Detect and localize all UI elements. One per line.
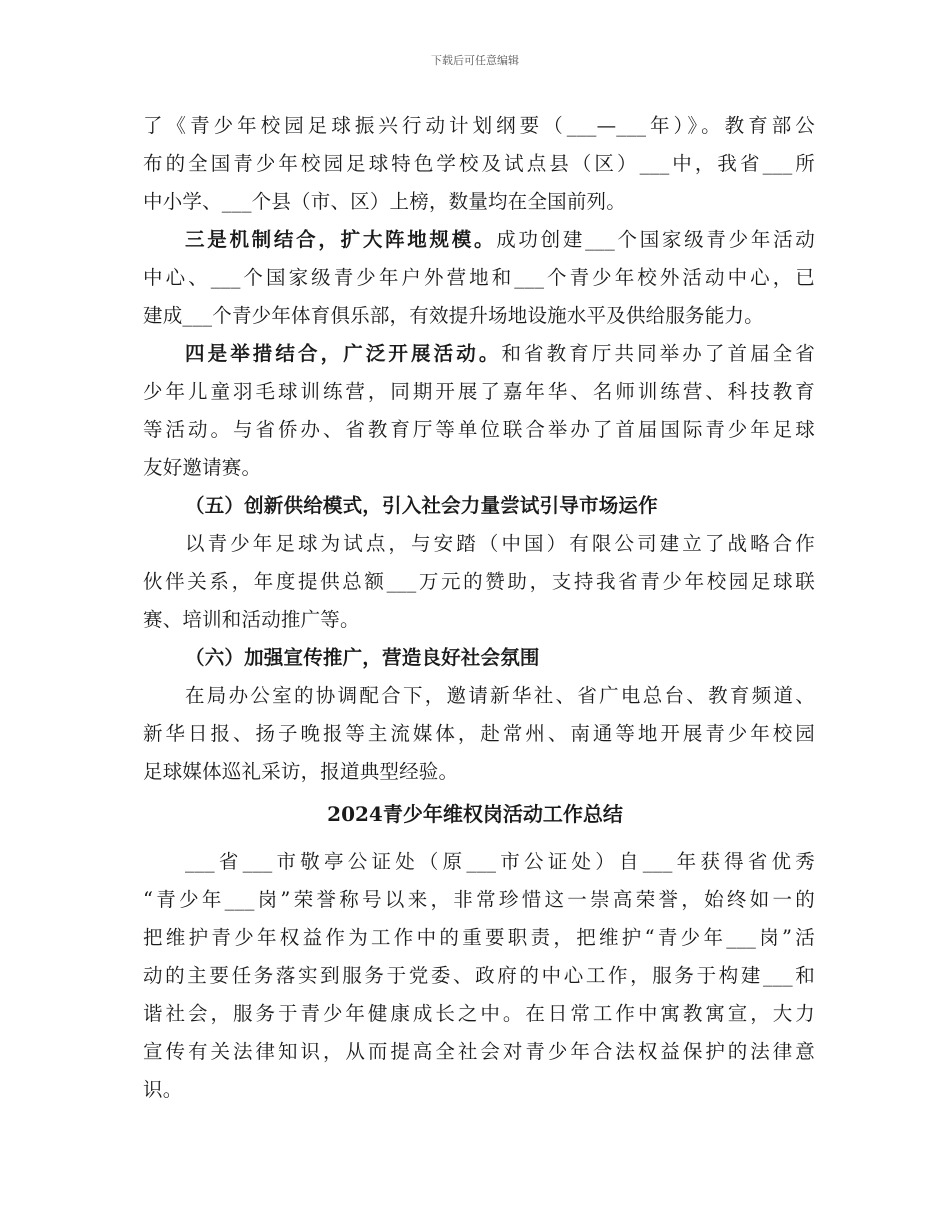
body-line: 建成___个青少年体育俱乐部，有效提升场地设施水平及供给服务能力。: [143, 304, 764, 327]
body-line: 中小学、___个县（市、区）上榜，数量均在全国前列。: [143, 190, 626, 213]
body-line: 在局办公室的协调配合下，邀请新华社、省广电总台、教育频道、: [185, 684, 815, 707]
body-line: “青少年___岗”荣誉称号以来，非常珍惜这一崇高荣誉，始终如一的: [143, 888, 815, 911]
paragraph-text: 成功创建___个国家级青少年活动: [496, 228, 815, 251]
body-line: 把维护青少年权益作为工作中的重要职责，把维护“青少年___岗”活: [143, 926, 815, 949]
body-line: 动的主要任务落实到服务于党委、政府的中心工作，服务于构建___和: [143, 964, 815, 987]
paragraph-lead: 三是机制结合，扩大阵地规模。: [185, 228, 497, 251]
body-line: 以青少年足球为试点，与安踏（中国）有限公司建立了战略合作: [185, 532, 815, 555]
body-line: 新华日报、扬子晚报等主流媒体，赴常州、南通等地开展青少年校园: [143, 722, 815, 745]
body-line: 识。: [143, 1078, 183, 1101]
body-line: 友好邀请赛。: [143, 456, 262, 479]
body-line: 了《青少年校园足球振兴行动计划纲要（___—___年）》。教育部公: [143, 114, 815, 137]
body-line: 少年儿童羽毛球训练营，同期开展了嘉年华、名师训练营、科技教育: [143, 380, 815, 403]
section-heading: （五）创新供给模式，引入社会力量尝试引导市场运作: [185, 494, 658, 517]
body-line: 伙伴关系，年度提供总额___万元的赞助，支持我省青少年校园足球联: [143, 570, 815, 593]
body-line: ___省___市敬亭公证处（原___市公证处）自___年获得省优秀: [185, 850, 815, 873]
body-line: [185, 338, 815, 370]
paragraph-lead: 四是举措结合，广泛开展活动。: [185, 342, 502, 365]
body-line: 中心、___个国家级青少年户外营地和___个青少年校外活动中心，已: [143, 266, 815, 289]
document-title: 2024青少年维权岗活动工作总结: [327, 802, 623, 826]
page-header: 下载后可任意编辑: [431, 54, 519, 67]
body-line: 谐社会，服务于青少年健康成长之中。在日常工作中寓教寓宣，大力: [143, 1002, 815, 1025]
body-line: 足球媒体巡礼采访，报道典型经验。: [143, 760, 459, 783]
body-line: [185, 224, 815, 256]
body-line: 布的全国青少年校园足球特色学校及试点县（区）___中，我省___所: [143, 152, 815, 175]
body-line: 宣传有关法律知识，从而提高全社会对青少年合法权益保护的法律意: [143, 1040, 815, 1063]
body-line: 等活动。与省侨办、省教育厅等单位联合举办了首届国际青少年足球: [143, 418, 815, 441]
section-heading: （六）加强宣传推广，营造良好社会氛围: [185, 646, 540, 669]
paragraph-text: 和省教育厅共同举办了首届全省: [501, 342, 815, 365]
body-line: 赛、培训和活动推广等。: [143, 608, 360, 631]
